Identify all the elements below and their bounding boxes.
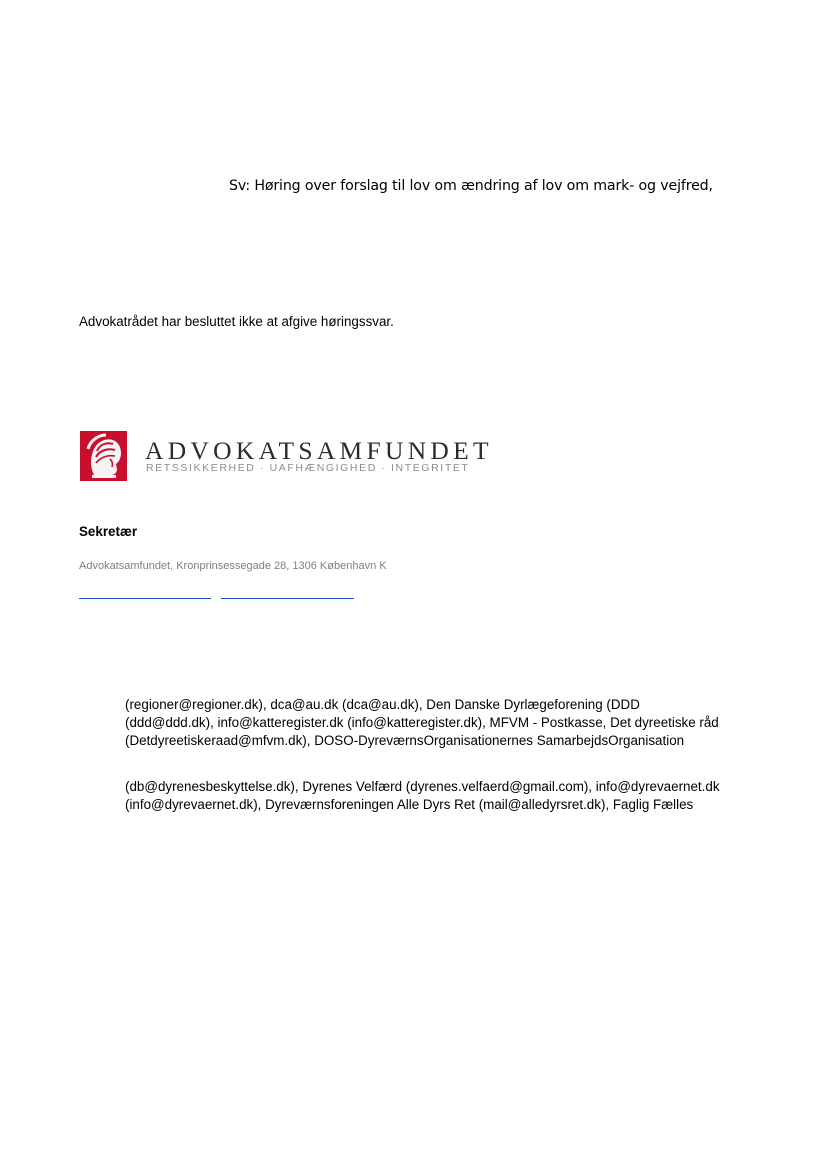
recipient-line: (ddd@ddd.dk), info@katteregister.dk (info@katteregister.dk), MFVM - Postkasse, Det dyreetiske råd	[125, 715, 719, 730]
signature-address: Advokatsamfundet, Kronprinsessegade 28, 1306 København K	[79, 560, 387, 572]
recipient-line: (regioner@regioner.dk), dca@au.dk (dca@au.dk), Den Danske Dyrlægeforening (DDD	[125, 697, 640, 712]
recipient-list-block-2	[125, 778, 755, 814]
signature-link-2[interactable]	[221, 598, 354, 599]
recipient-list-block-1	[125, 696, 755, 750]
recipient-line: (info@dyrevaernet.dk), Dyreværnsforeningen Alle Dyrs Ret (mail@alledyrsret.dk), Faglig Fælles	[125, 797, 694, 812]
email-body: Advokatrådet har besluttet ikke at afgive høringssvar.	[79, 314, 394, 329]
signature-link-1[interactable]	[79, 598, 211, 599]
logo-tagline: RETSSIKKERHED · UAFHÆNGIGHED · INTEGRITET	[146, 462, 470, 474]
athena-helmet-icon	[80, 431, 127, 481]
signature-title: Sekretær	[79, 524, 138, 539]
recipient-line: (Detdyreetiskeraad@mfvm.dk), DOSO-DyreværnsOrganisationernes SamarbejdsOrganisation	[125, 733, 685, 748]
recipient-line: (db@dyrenesbeskyttelse.dk), Dyrenes Velfærd (dyrenes.velfaerd@gmail.com), info@dyrevaernet.dk	[125, 779, 720, 794]
email-subject: Sv: Høring over forslag til lov om ændring af lov om mark- og vejfred,	[229, 178, 713, 194]
logo-wordmark: ADVOKATSAMFUNDET	[145, 436, 493, 465]
